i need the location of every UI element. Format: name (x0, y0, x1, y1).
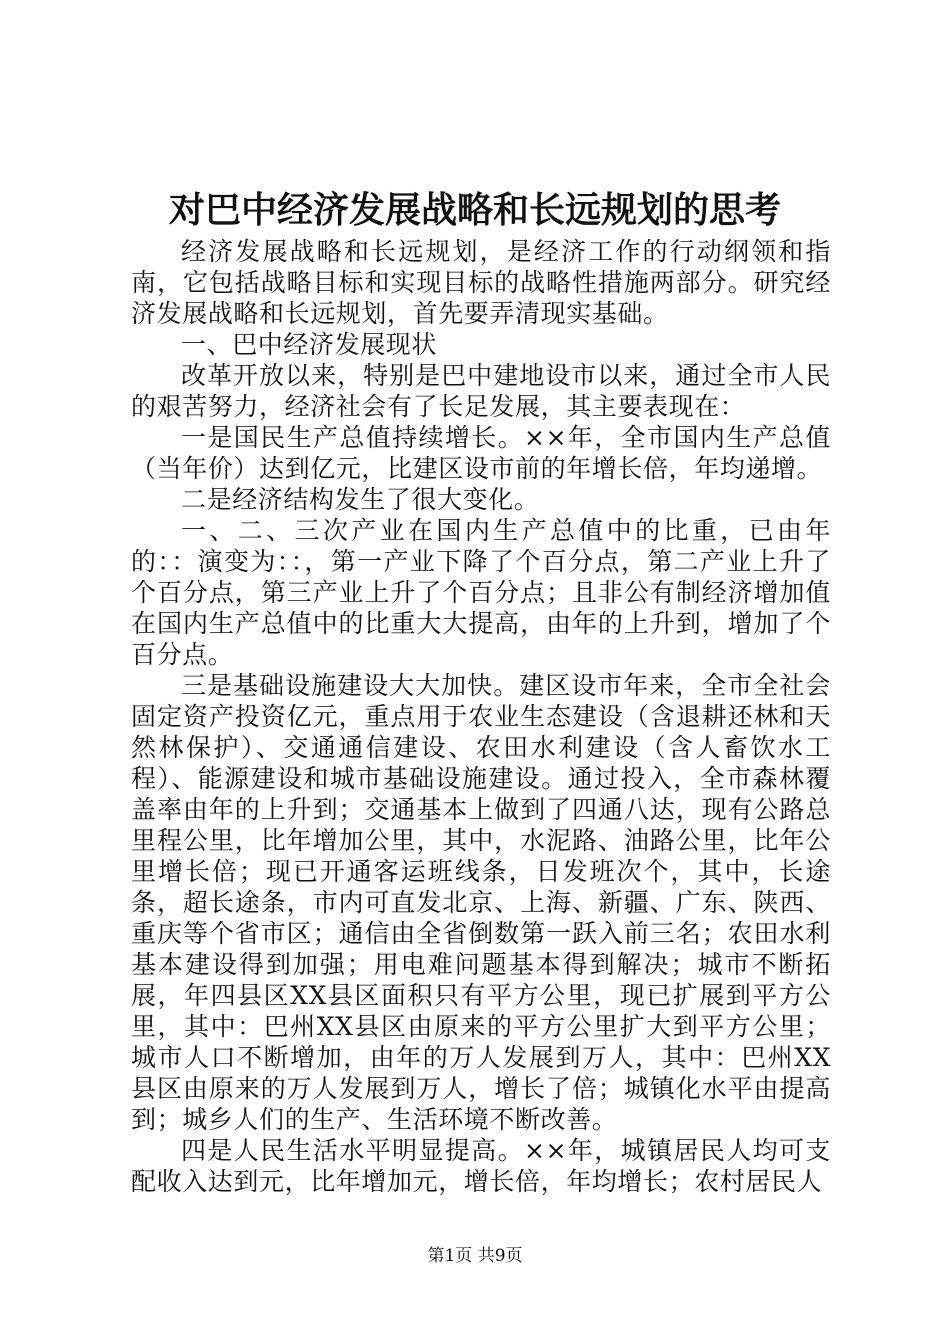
page-number: 第1页 共9页 (427, 1246, 523, 1266)
paragraph-point-four: 四是人民生活水平明显提高。××年，城镇居民人均可支配收入达到元，比年增加元，增长倍，年均增长；农村居民人 (131, 1136, 831, 1196)
paragraph-overview: 改革开放以来，特别是巴中建地设市以来，通过全市人民的艰苦努力，经济社会有了长足发展，其主要表现在： (131, 361, 831, 421)
section-heading: 一、巴中经济发展现状 (181, 330, 438, 359)
paragraph-point-three: 三是基础设施建设大大加快。建区设市年来，全市全社会固定资产投资亿元，重点用于农业生态建设（含退耕还林和天然林保护）、交通通信建设、农田水利建设（含人畜饮水工程）、能源建设和城市基础设施建设。通过投入，全市森林覆盖率由年的上升到；交通基本上做到了四通八达，现有公路总里程公里，比年增加公里，其中，水泥路、油路公里，比年公里增长倍；现已开通客运班线条，日发班次个，其中，长途条，超长途条，市内可直发北京、上海、新疆、广东、陕西、重庆等个省市区；通信由全省倒数第一跃入前三名；农田水利基本建设得到加强；用电难问题基本得到解决；城市不断拓展，年四县区XX县区面积只有平方公里，现已扩展到平方公里，其中：巴州XX县区由原来的平方公里扩大到平方公里；城市人口不断增加，由年的万人发展到万人，其中：巴州XX县区由原来的万人发展到万人，增长了倍；城镇化水平由提高到；城乡人们的生产、生活环境不断改善。 (131, 671, 831, 1134)
document-title: 对巴中经济发展战略和长远规划的思考 (168, 189, 781, 231)
paragraph-point-one: 一是国民生产总值持续增长。××年，全市国内生产总值（当年价）达到亿元，比建区设市前的年增长倍，年均递增。 (131, 423, 831, 483)
document-body (131, 236, 831, 1197)
paragraph-structure: 一、二、三次产业在国内生产总值中的比重，已由年的：：演变为：：，第一产业下降了个百分点，第二产业上升了个百分点，第三产业上升了个百分点；且非公有制经济增加值在国内生产总值中的比重大大提高，由年的上升到，增加了个百分点。 (131, 516, 831, 669)
paragraph-point-two: 二是经济结构发生了很大变化。 (181, 485, 540, 514)
paragraph-intro: 经济发展战略和长远规划，是经济工作的行动纲领和指南，它包括战略目标和实现目标的战略性措施两部分。研究经济发展战略和长远规划，首先要弄清现实基础。 (131, 237, 831, 328)
